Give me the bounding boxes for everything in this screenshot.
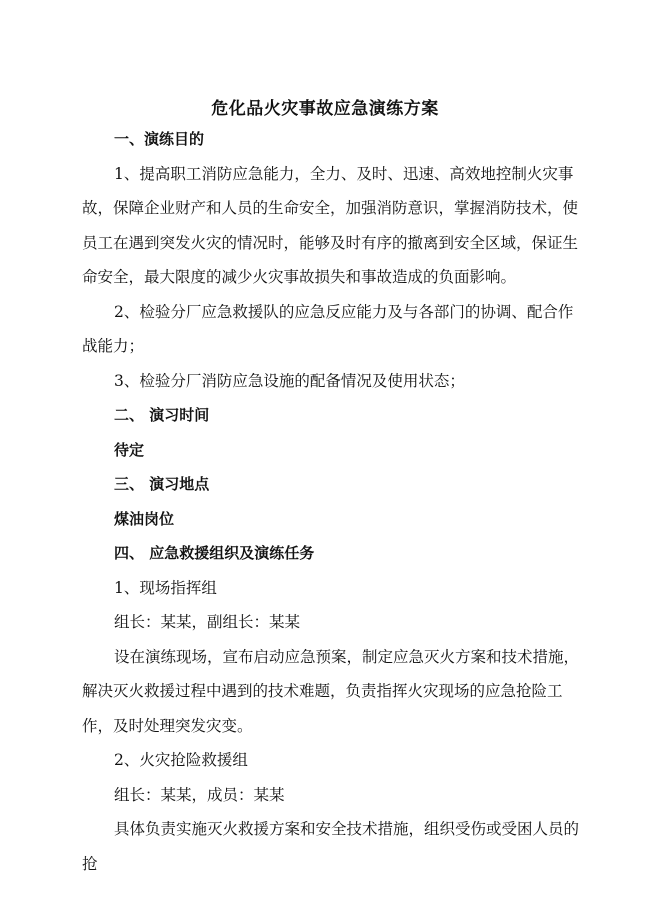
group-1-description: 设在演练现场，宣布启动应急预案，制定应急灭火方案和技术措施，解决灭火救援过程中遇到的技术难题，负责指挥火灾现场的应急抢险工作，及时处理突发灾变。 bbox=[82, 647, 580, 735]
document-body bbox=[82, 122, 586, 881]
group-1-title: 1、现场指挥组 bbox=[114, 578, 217, 597]
group-1-members: 组长：某某，副组长：某某 bbox=[114, 613, 301, 631]
document-title: 危化品火灾事故应急演练方案 bbox=[211, 99, 439, 119]
section-3-heading: 三、 演习地点 bbox=[114, 475, 210, 493]
section-1-heading: 一、演练目的 bbox=[114, 130, 205, 148]
section-1-paragraph-3: 3、检验分厂消防应急设施的配备情况及使用状态； bbox=[114, 371, 465, 390]
section-4-heading: 四、 应急救援组织及演练任务 bbox=[114, 544, 315, 562]
group-2-members: 组长：某某，成员：某某 bbox=[114, 785, 285, 804]
section-2-value: 待定 bbox=[114, 440, 145, 459]
section-3-value: 煤油岗位 bbox=[114, 509, 175, 528]
section-2-heading: 二、 演习时间 bbox=[114, 406, 210, 424]
group-2-description: 具体负责实施灭火救援方案和安全技术措施，组织受伤或受困人员的抢 bbox=[82, 820, 580, 873]
group-2-title: 2、火灾抢险救援组 bbox=[114, 751, 248, 769]
section-1-paragraph-1: 1、提高职工消防应急能力，全力、及时、迅速、高效地控制火灾事故，保障企业财产和人员的生命安全，加强消防意识，掌握消防技术，使员工在遇到突发火灾的情况时，能够及时有序的撤离到安全区域，保证生命安全，最大限度的减少火灾事故损失和事故造成的负面影响。 bbox=[82, 164, 579, 286]
section-1-paragraph-2: 2、检验分厂应急救援队的应急反应能力及与各部门的协调、配合作战能力； bbox=[82, 302, 574, 355]
